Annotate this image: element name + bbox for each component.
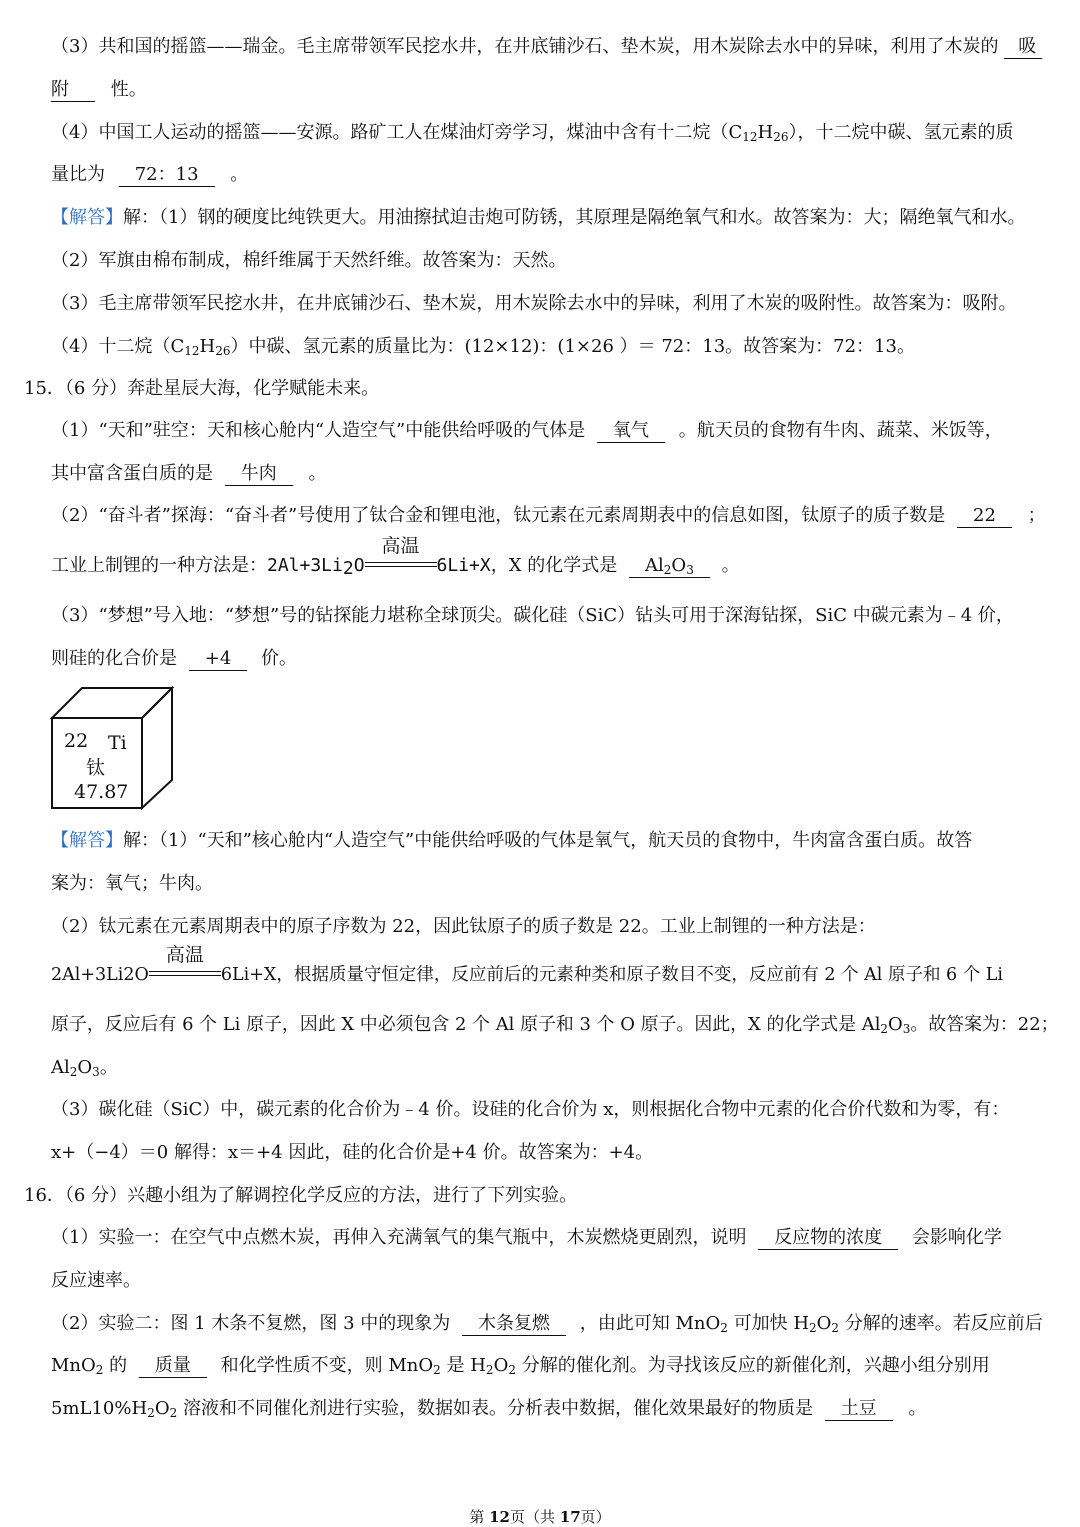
answer-blank: 吸 (1004, 36, 1042, 59)
answer-blank: 72：13 (119, 164, 215, 187)
q16-part2-line1: （2）实验二：图 1 木条不复燃，图 3 中的现象为 木条复燃 ，由此可知 MnO$_2$ 可加快 $H_2O_2$ 分解的速率。若反应前后 (51, 1313, 1043, 1335)
q16-part2-line2: MnO$_2$ 的 质量 和化学性质不变，则 MnO$_2$ 是 $H_2O_2$ 分解的催化剂。为寻找该反应的新催化剂，兴趣小组分别用 (51, 1355, 990, 1377)
q14-answer-3: （3）毛主席带领军民挖水井，在井底铺沙石、垫木炭，用木炭除去水中的异味，利用了木炭的吸附性。故答案为：吸附。 (51, 293, 1017, 314)
q14-part4-line1: （4）中国工人运动的摇篮——安源。路矿工人在煤油灯旁学习，煤油中含有十二烷$(C_{12}H_{26})$，十二烷中碳、氢元素的质 (51, 122, 1014, 144)
answer-tag: 【解答】 (51, 207, 123, 228)
equation-left: 2Al+3Li (267, 555, 343, 576)
q15-part3-line1: （3）“梦想”号入地：“梦想”号的钻探能力堪称全球顶尖。碳化硅（SiC）钻头可用于深海钻探，SiC 中碳元素为﹣4 价， (51, 605, 1014, 626)
answer-blank: +4 (189, 648, 248, 671)
element-name: 钛 (86, 757, 106, 779)
answer-tag: 【解答】 (51, 830, 123, 851)
page-footer: 第 12页（共 17页） (469, 1508, 611, 1526)
q16-part2-line3: $5mL10\%H_2O_2$ 溶液和不同催化剂进行实验，数据如表。分析表中数据，催化效果最好的物质是 土豆 。 (51, 1398, 927, 1420)
q16-heading: 16．（6 分）兴趣小组为了解调控化学反应的方法，进行了下列实验。 (24, 1185, 578, 1206)
q14-part3-line1: （3）共和国的摇篮——瑞金。毛主席带领军民挖水井，在井底铺沙石、垫木炭，用木炭除去水中的异味，利用了木炭的 吸 (51, 34, 1042, 60)
reaction-arrow (149, 944, 221, 988)
q15-answer-1-line1: 【解答】解：（1）“天和”核心舱内“人造空气”中能供给呼吸的气体是氧气，航天员的食物中，牛肉富含蛋白质。故答 (51, 830, 973, 851)
answer-blank: 附 (51, 79, 95, 102)
answer-blank: $Al_2O_3$ (629, 555, 710, 578)
answer-blank: 木条复燃 (462, 1313, 566, 1336)
equation-right: 6Li+X (436, 555, 491, 576)
q15-answer-2-line4: $Al_2O_3$。 (51, 1057, 118, 1079)
current-page-number: 12 (489, 1508, 510, 1526)
q15-part3-line2: 则硅的化合价是 +4 价。 (51, 648, 298, 669)
answer-blank: 22 (957, 505, 1012, 528)
q15-answer-2-line2: 2Al+3Li2O 高温 6Li+X，根据质量守恒定律，反应前后的元素种类和原子数目不变，反应前有 2 个 Al 原子和 6 个 Li (51, 962, 1003, 988)
q14-answer-1: 【解答】解：（1）钢的硬度比纯铁更大。用油擦拭迫击炮可防锈，其原理是隔绝氧气和水。故答案为：大；隔绝氧气和水。 (51, 207, 1026, 228)
q15-part2-line2: 工业上制锂的一种方法是：$2Al+3Li_2O$ 高温 6Li+X，X 的化学式是 $Al_2O_3$ 。 (51, 535, 740, 579)
answer-blank: 反应物的浓度 (758, 1227, 898, 1250)
titanium-element-card (50, 686, 176, 810)
answer-blank: 牛肉 (225, 463, 293, 486)
q15-part1-line2: 其中富含蛋白质的是 牛肉 。 (51, 463, 327, 484)
atomic-mass: 47.87 (74, 781, 129, 803)
answer-blank: 氧气 (597, 420, 665, 443)
q15-answer-3-line1: （3）碳化硅（SiC）中，碳元素的化合价为﹣4 价。设硅的化合价为 x，则根据化合物中元素的化合价代数和为零，有： (51, 1099, 1010, 1120)
answer-blank: 质量 (139, 1355, 207, 1378)
q14-part4-line2: 量比为 72：13 。 (51, 164, 249, 185)
q15-heading: 15．（6 分）奔赴星辰大海，化学赋能未来。 (24, 378, 380, 399)
q14-answer-4: （4）十二烷$(C_{12}H_{26})$中碳、氢元素的质量比为：(12×12)：(1×26 ）＝ 72：13。故答案为：72：13。 (51, 336, 915, 358)
q15-part2-line1: （2）“奋斗者”探海：“奋斗者”号使用了钛合金和锂电池，钛元素在元素周期表中的信息如图，钛原子的质子数是 22 ； (51, 505, 1046, 526)
element-symbol: Ti (108, 732, 127, 754)
q15-answer-2-line3: 原子，反应后有 6 个 Li 原子，因此 X 中必须包含 2 个 Al 原子和 3 个 O 原子。因此，X 的化学式是 $Al_2O_3$。故答案为：22； (51, 1014, 1059, 1036)
q14-part3-line2: 附 性。 (51, 79, 147, 100)
q16-part1-line1: （1）实验一：在空气中点燃木炭，再伸入充满氧气的集气瓶中，木炭燃烧更剧烈，说明 反应物的浓度 会影响化学 (51, 1227, 1002, 1248)
q15-answer-3-line2: x+（−4）＝0 解得：x＝+4 因此，硅的化合价是+4 价。故答案为：+4。 (51, 1142, 654, 1163)
q15-answer-1-line2: 案为：氧气；牛肉。 (51, 873, 213, 894)
q15-answer-2-line1: （2）钛元素在元素周期表中的原子序数为 22，因此钛原子的质子数是 22。工业上制锂的一种方法是： (51, 916, 876, 937)
reaction-condition: 高温 (165, 944, 204, 966)
atomic-number: 22 (64, 730, 89, 752)
total-page-count: 17 (559, 1508, 581, 1526)
reaction-arrow (365, 535, 437, 579)
answer-blank: 土豆 (825, 1398, 893, 1421)
reaction-condition: 高温 (381, 535, 420, 557)
q14-answer-2: （2）军旗由棉布制成，棉纤维属于天然纤维。故答案为：天然。 (51, 250, 567, 271)
q16-part1-line2: 反应速率。 (51, 1270, 141, 1291)
q15-part1-line1: （1）“天和”驻空：天和核心舱内“人造空气”中能供给呼吸的气体是 氧气 。航天员的食物有牛肉、蔬菜、米饭等， (51, 420, 1003, 441)
